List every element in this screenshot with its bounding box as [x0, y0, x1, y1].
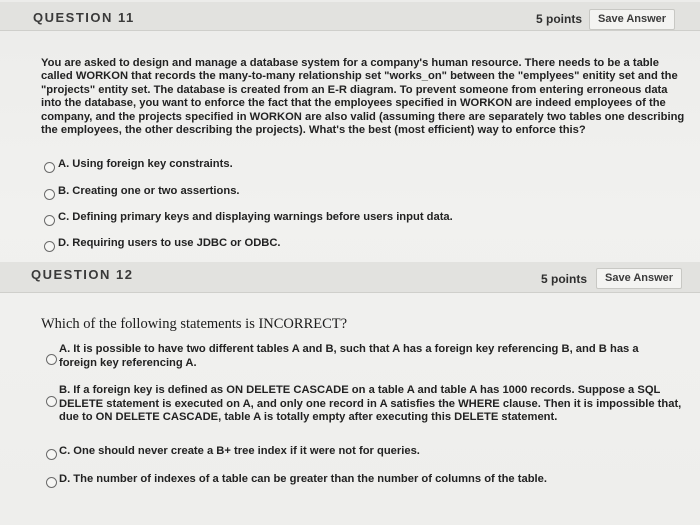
radio-button[interactable]	[46, 449, 57, 460]
option-label[interactable]: A. It is possible to have two different tables A and B, such that A has a foreign key referencing B, and B has a foreign key referencing A.	[59, 343, 639, 369]
radio-button[interactable]	[46, 477, 57, 488]
option-label[interactable]: D. The number of indexes of a table can be greater than the number of columns of the table.	[59, 473, 547, 485]
option-label[interactable]: C. Defining primary keys and displaying warnings before users input data.	[58, 211, 453, 223]
option-label[interactable]: A. Using foreign key constraints.	[58, 158, 233, 170]
question-12-title: QUESTION 12	[31, 267, 134, 282]
radio-button[interactable]	[44, 162, 55, 173]
radio-button[interactable]	[44, 189, 55, 200]
question-11-points: 5 points	[536, 12, 583, 26]
option-label[interactable]: D. Requiring users to use JDBC or ODBC.	[58, 237, 281, 249]
question-12-save-answer-button[interactable]: Save Answer	[596, 268, 682, 289]
radio-button[interactable]	[44, 215, 55, 226]
option-label[interactable]: C. One should never create a B+ tree index if it were not for queries.	[59, 445, 420, 457]
radio-button[interactable]	[44, 241, 55, 252]
option-label[interactable]: B. If a foreign key is defined as ON DELETE CASCADE on a table A and table A has 1000 records. Suppose a SQL DELETE statement is executed on A, and only one record in A satisfies the WHERE clause. Then it is impossible that, due to ON DELETE CASCADE, table A is totally empty after executing this DELETE statement.	[59, 384, 682, 423]
question-11-save-answer-button[interactable]: Save Answer	[589, 9, 675, 30]
radio-button[interactable]	[46, 396, 57, 407]
question-11-text: You are asked to design and manage a database system for a company's human resource. There needs to be a table called WORKON that records the many-to-many relationship set "works_on" between the "emplyees" enitity set and the "projects" entity set. The database is created from an E-R diagram. To prevent someone from entering erroneous data into the database, you want to enforce the fact that the employees specified in WORKON are indeed employees of the company, and the projects specified in WORKON are also valid (assuming there are separately two tables one describing the employees, the other describing the projects). What's the best (most efficient) way to enforce this?	[41, 57, 685, 137]
option-label[interactable]: B. Creating one or two assertions.	[58, 185, 240, 197]
question-11-title: QUESTION 11	[33, 10, 135, 25]
radio-button[interactable]	[46, 354, 57, 365]
question-12-points: 5 points	[541, 272, 588, 286]
question-12-text: Which of the following statements is INCORRECT?	[41, 316, 348, 332]
